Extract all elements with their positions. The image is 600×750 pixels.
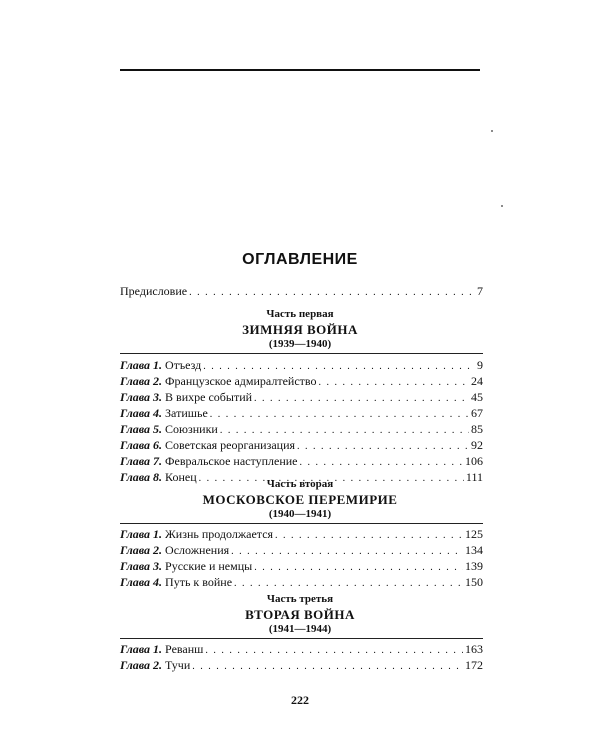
toc-entry[interactable] — [120, 526, 483, 542]
chapter-number: 7. — [153, 454, 163, 468]
toc-entry-page: 111 — [465, 470, 483, 484]
toc-entry-page: 85 — [471, 422, 483, 436]
toc-entry[interactable] — [120, 641, 483, 657]
chapter-title: Русские и немцы — [165, 559, 253, 573]
toc-entry-page: 163 — [465, 642, 483, 656]
toc-entry-page: 134 — [465, 543, 483, 557]
toc-entry-title — [120, 657, 190, 673]
toc-entry-page: 106 — [465, 454, 483, 468]
toc-entry-preface[interactable] — [120, 283, 483, 299]
chapter-prefix: Глава — [120, 454, 151, 468]
part-years: (1940—1941) — [268, 508, 332, 520]
toc-entry[interactable] — [120, 542, 483, 558]
top-rule — [120, 69, 480, 71]
toc-entry-page: 9 — [477, 358, 483, 372]
chapter-title: В вихре событий — [165, 390, 253, 404]
chapter-title: Затишье — [165, 406, 208, 420]
chapter-title: Отъезд — [165, 358, 202, 372]
section-divider — [120, 353, 483, 354]
part-years: (1941—1944) — [268, 623, 332, 635]
chapter-number: 1. — [153, 527, 163, 541]
chapter-title: Путь к войне — [165, 575, 233, 589]
chapter-prefix: Глава — [120, 422, 151, 436]
toc-entry[interactable] — [120, 421, 483, 437]
chapter-number: 4. — [153, 575, 163, 589]
chapter-prefix: Глава — [120, 642, 151, 656]
toc-entry-title — [120, 373, 316, 389]
part-title: МОСКОВСКОЕ ПЕРЕМИРИЕ — [202, 492, 398, 507]
chapter-prefix: Глава — [120, 470, 151, 484]
toc-entry-page: 24 — [471, 374, 483, 388]
page-number: 222 — [291, 693, 309, 707]
chapter-prefix: Глава — [120, 527, 151, 541]
chapter-number: 1. — [153, 642, 163, 656]
chapter-prefix: Глава — [120, 390, 151, 404]
toc-entry-title — [120, 437, 295, 453]
toc-entry[interactable] — [120, 389, 483, 405]
chapter-title: Жизнь продолжается — [165, 527, 274, 541]
part-title: ЗИМНЯЯ ВОЙНА — [242, 322, 358, 337]
toc-entry-title: Предисловие — [120, 284, 188, 298]
toc-entry-page: 7 — [477, 284, 483, 298]
chapter-prefix: Глава — [120, 374, 151, 388]
toc-entry-title — [120, 574, 232, 590]
chapter-number: 2. — [153, 658, 163, 672]
toc-entry-page: 67 — [471, 406, 483, 420]
chapter-number: 4. — [153, 406, 163, 420]
toc-entry[interactable] — [120, 657, 483, 673]
toc-entry-title — [120, 453, 298, 469]
chapter-number: 3. — [153, 559, 163, 573]
toc-entry-title — [120, 405, 208, 421]
chapter-title: Осложнения — [165, 543, 230, 557]
chapter-number: 2. — [153, 374, 163, 388]
part-title: ВТОРАЯ ВОЙНА — [245, 607, 355, 622]
chapter-number: 6. — [153, 438, 163, 452]
chapter-title: Советская реорганизация — [165, 438, 296, 452]
toc-entry-page: 172 — [465, 658, 483, 672]
chapter-prefix: Глава — [120, 658, 151, 672]
toc-entry[interactable] — [120, 357, 483, 373]
toc-entry-page: 150 — [465, 575, 483, 589]
chapter-number: 5. — [153, 422, 163, 436]
chapter-number: 3. — [153, 390, 163, 404]
toc-entry-page: 139 — [465, 559, 483, 573]
toc-entry[interactable] — [120, 373, 483, 389]
chapter-title: Французское адмиралтейство — [165, 374, 317, 388]
toc-entry-title — [120, 357, 201, 373]
toc-entry-page: 92 — [471, 438, 483, 452]
dot-leader — [234, 576, 463, 592]
scan-speck — [491, 130, 493, 132]
chapter-prefix: Глава — [120, 406, 151, 420]
chapter-number: 8. — [153, 470, 163, 484]
part-label: Часть третья — [266, 593, 334, 605]
part-label: Часть вторая — [266, 478, 334, 490]
section-divider — [120, 638, 483, 639]
chapter-title: Конец — [165, 470, 197, 484]
chapter-prefix: Глава — [120, 559, 151, 573]
chapter-prefix: Глава — [120, 358, 151, 372]
scan-speck — [501, 205, 503, 207]
toc-entry[interactable] — [120, 558, 483, 574]
part-years: (1939—1940) — [268, 338, 332, 350]
toc-entry-page: 45 — [471, 390, 483, 404]
toc-entry-title — [120, 389, 252, 405]
toc-entry[interactable] — [120, 437, 483, 453]
toc-entry-page: 125 — [465, 527, 483, 541]
dot-leader — [189, 285, 475, 301]
part-label: Часть первая — [266, 308, 334, 320]
chapter-title: Реванш — [165, 642, 204, 656]
chapter-title: Февральское наступление — [165, 454, 298, 468]
toc-entry[interactable] — [120, 453, 483, 469]
chapter-prefix: Глава — [120, 543, 151, 557]
page-title: ОГЛАВЛЕНИЕ — [242, 251, 358, 268]
chapter-title: Тучи — [165, 658, 191, 672]
chapter-number: 1. — [153, 358, 163, 372]
toc-entry-title — [120, 421, 218, 437]
toc-entry-title — [120, 526, 273, 542]
toc-entry-title — [120, 558, 252, 574]
toc-entry-title — [120, 641, 203, 657]
toc-entry[interactable] — [120, 405, 483, 421]
chapter-prefix: Глава — [120, 438, 151, 452]
chapter-number: 2. — [153, 543, 163, 557]
toc-entry-title — [120, 542, 229, 558]
chapter-title: Союзники — [165, 422, 218, 436]
dot-leader — [192, 659, 463, 675]
chapter-prefix: Глава — [120, 575, 151, 589]
section-divider — [120, 523, 483, 524]
toc-entry[interactable] — [120, 574, 483, 590]
